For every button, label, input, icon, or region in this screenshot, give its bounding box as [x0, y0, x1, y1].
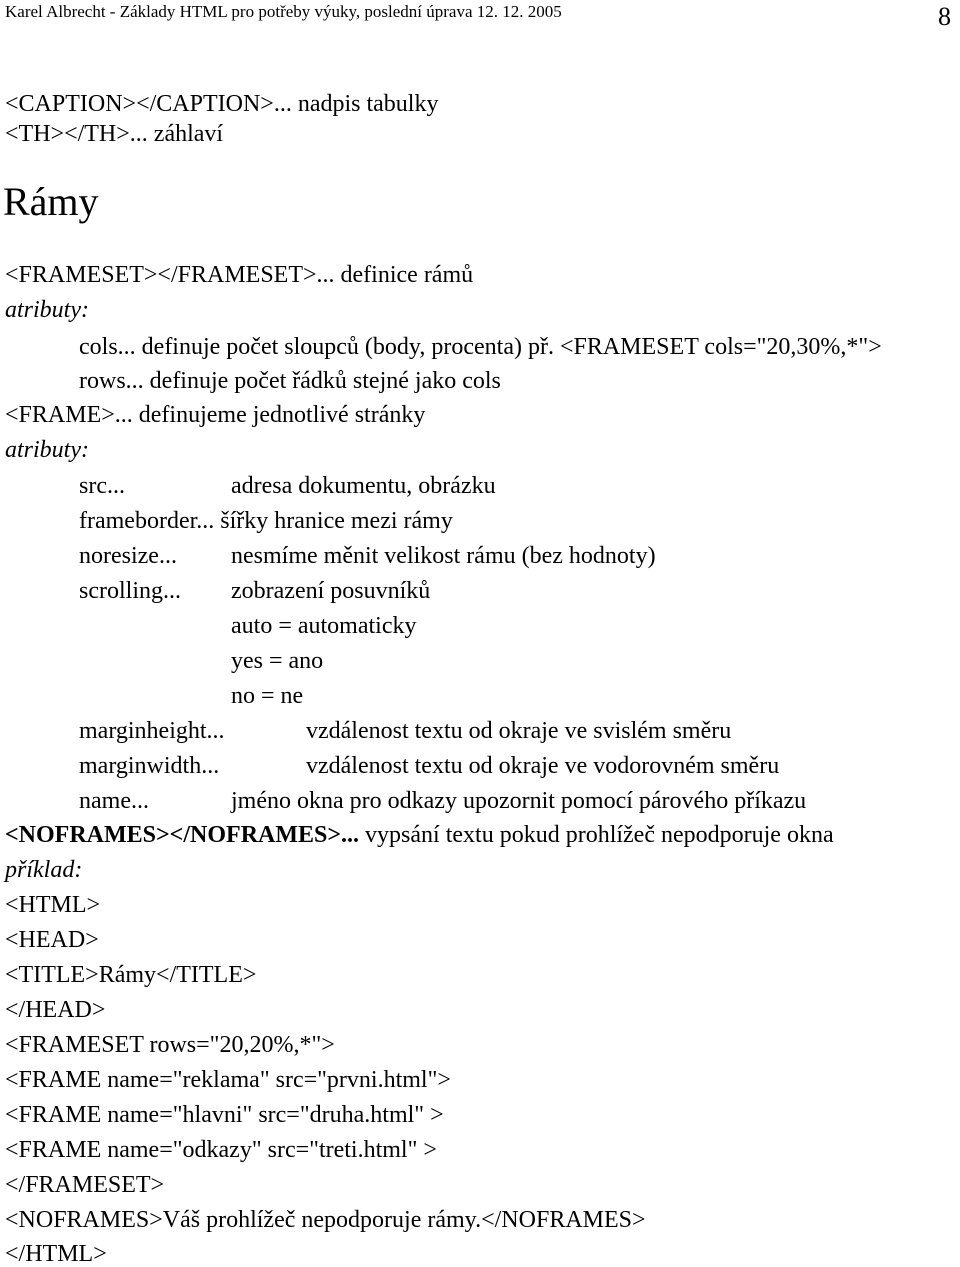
- attr-name-name: name...: [79, 788, 149, 814]
- frameset-desc: ... definice rámů: [316, 262, 474, 288]
- th-desc: ... záhlaví: [129, 121, 224, 147]
- attr-marginheight-desc: vzdálenost textu od okraje ve svislém směru: [306, 718, 732, 744]
- noframes-desc: vypsání textu pokud prohlížeč nepodporuje okna: [359, 822, 834, 848]
- attr-src-desc: adresa dokumentu, obrázku: [231, 473, 496, 499]
- example-line: <FRAMESET rows="20,20%,*">: [5, 1032, 335, 1058]
- attr-scrolling-name: scrolling...: [79, 578, 181, 604]
- caption-tag: <CAPTION></CAPTION>: [5, 91, 274, 117]
- example-line: </FRAMESET>: [5, 1172, 165, 1198]
- caption-line: [5, 92, 438, 116]
- frameset-rows-line: rows... definuje počet řádků stejné jako cols: [79, 368, 501, 394]
- attr-marginwidth-name: marginwidth...: [79, 753, 220, 779]
- scrolling-auto: auto = automaticky: [231, 613, 417, 639]
- frameset-attrs-label: atributy:: [5, 297, 89, 323]
- example-label: příklad:: [5, 857, 83, 883]
- noframes-tag: <NOFRAMES></NOFRAMES>: [5, 822, 342, 848]
- frameset-cols-line: cols... definuje počet sloupců (body, procenta) př. <FRAMESET cols="20,30%,*">: [79, 334, 882, 360]
- example-line: <HTML>: [5, 892, 101, 918]
- page-number: 8: [938, 2, 951, 31]
- attr-scrolling-desc: zobrazení posuvníků: [231, 578, 431, 604]
- example-line: </HTML>: [5, 1241, 107, 1267]
- noframes-ellipsis: ...: [341, 822, 360, 848]
- attr-name-desc: jméno okna pro odkazy upozornit pomocí párového příkazu: [231, 788, 807, 814]
- th-line: [5, 122, 223, 146]
- frameset-line: [5, 263, 473, 287]
- attr-marginheight-name: marginheight...: [79, 718, 225, 744]
- example-line: </HEAD>: [5, 997, 106, 1023]
- attr-marginwidth-desc: vzdálenost textu od okraje ve vodorovném směru: [306, 753, 780, 779]
- frameset-tag: <FRAMESET></FRAMESET>: [5, 262, 317, 288]
- frame-line: [5, 403, 425, 427]
- th-tag: <TH></TH>: [5, 121, 130, 147]
- section-title: Rámy: [3, 179, 99, 224]
- caption-desc: ... nadpis tabulky: [273, 91, 439, 117]
- noframes-line: [5, 823, 834, 847]
- attr-noresize-desc: nesmíme měnit velikost rámu (bez hodnoty): [231, 543, 656, 569]
- example-line: <NOFRAMES>Váš prohlížeč nepodporuje rámy.</NOFRAMES>: [5, 1207, 646, 1233]
- frame-desc: ... definujeme jednotlivé stránky: [114, 402, 426, 428]
- running-header: Karel Albrecht - Základy HTML pro potřeby výuky, poslední úprava 12. 12. 2005: [5, 2, 562, 21]
- example-line: <HEAD>: [5, 927, 99, 953]
- scrolling-no: no = ne: [231, 683, 304, 709]
- scrolling-yes: yes = ano: [231, 648, 324, 674]
- example-line: <FRAME name="hlavni" src="druha.html" >: [5, 1102, 444, 1128]
- example-line: <FRAME name="odkazy" src="treti.html" >: [5, 1137, 437, 1163]
- frame-tag: <FRAME>: [5, 402, 115, 428]
- example-line: <TITLE>Rámy</TITLE>: [5, 962, 257, 988]
- example-line: <FRAME name="reklama" src="prvni.html">: [5, 1067, 451, 1093]
- attr-frameborder-line: frameborder... šířky hranice mezi rámy: [79, 508, 453, 534]
- attr-src-name: src...: [79, 473, 125, 499]
- attr-noresize-name: noresize...: [79, 543, 177, 569]
- frame-attrs-label: atributy:: [5, 437, 89, 463]
